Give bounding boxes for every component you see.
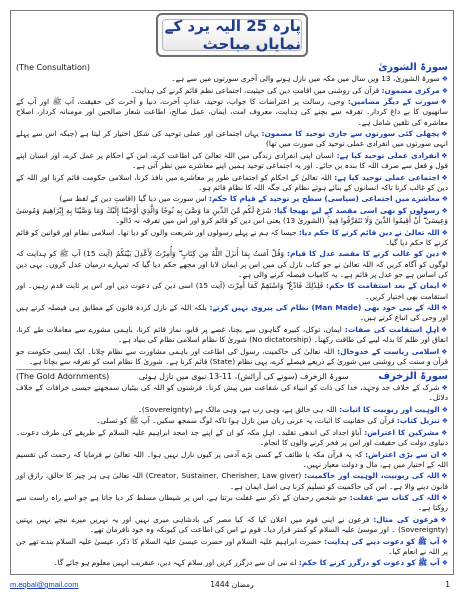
paragraph-lead: مرکزی مضمون: [381, 85, 440, 95]
paragraph [16, 471, 448, 491]
paragraph-text: حضرت ابراہیم علیہ السلام اور حضرت عیسیٰ علیہ السلام کا ذکر، عیسیٰ علیہ السلام بندے تھے جن پر اللہ نے انعام کیا۔ [16, 536, 448, 556]
bullet-icon: ❖ [441, 494, 448, 503]
paragraph-lead: فرعون کی مثال: [373, 514, 439, 524]
section-note: سورۃ الزخرف (سونے کی آرائش)، 11-13 نبوی میں نازل ہوئی [138, 371, 349, 381]
paragraph-text: اللہ ہی خالق ہے، وہی رب ہے، وہی مالک ہے (Sovereignty)۔ [137, 404, 337, 414]
paragraph [16, 515, 448, 535]
paragraph-lead: معاشرے میں اجتماعی (سیاسی) سطح پر توحید کے قیام کا حکم: [209, 194, 440, 204]
paragraph-text: بلکہ اللہ کے نازل کردہ قانون کے مطابق ہی فیصلہ کرتے ہیں اور وحی کی اتباع کرتے ہیں۔ [16, 303, 448, 323]
paragraph-lead: اللہ کی ربوبیت، الوہیت اور حاکمیت: [304, 471, 440, 481]
paragraph [16, 129, 448, 149]
paragraph-lead: اللہ تعالیٰ نے دین قائم کرنے کا حکم دیا: [298, 227, 440, 237]
paragraph-text: آباؤ اجداد کی اندھی تقلید۔ اہلِ مکہ کو ان کے اپنے جد امجد ابراہیم علیہ السلام کے طریقے کی طرف دعوت۔ دنیاوی دولت کی حقیقت اور اس پر فخر کرنے والوں کا انجام۔ [16, 427, 448, 448]
paragraph-text: جیسا کہ ہم نے پہلے رسولوں اور شریعت والوں کو دیا تھا۔ اسلامی نظام اور قوانین کو قائم کرنے کا حکم دیا گیا۔ [16, 227, 448, 247]
paragraph-text: شَرَعَ لَكُم مِّنَ الدِّينِ مَا وَصَّىٰ بِهِ نُوحًا وَالَّذِي أَوْحَيْنَا إِلَيْكَ وَمَا وَصَّيْنَا بِهِ إِبْرَاهِيمَ وَمُوسَىٰ وَعِيسَىٰ ۖ أَنْ أَقِيمُوا الدِّينَ وَلَا تَتَفَرَّقُوا فِيهِ ۚ (الشوریٰ 13) یعنی اس دین کو قائم کرو اور اس میں تفرقہ نہ ڈالو۔ [16, 205, 448, 226]
paragraph [16, 416, 448, 426]
bullet-icon: ❖ [441, 559, 448, 568]
paragraph-lead: انفرادی عملی توحید کیا ہے: [336, 150, 440, 160]
paragraph [16, 303, 448, 323]
footer [10, 578, 454, 594]
page-number: 1 [445, 580, 450, 589]
paragraph-lead: اللہ کے نبی خود بھی (Man Made) نظام کی پیروی نہیں کرتے: [209, 303, 440, 313]
bullet-icon: ❖ [441, 75, 448, 84]
paragraph [16, 383, 448, 403]
paragraph-text: اللہ تعالیٰ کے احکام کو اجتماعی طور پر معاشرے میں نافذ کرنا، اسلامی حکومت قائم کرنا اور اللہ کے دین کو غالب کرنا تاکہ انسانوں کے بنائے ہوئے نظام کی جگہ اللہ کا نظام قائم ہو۔ [16, 172, 448, 192]
bullet-icon: ❖ [441, 304, 448, 313]
sections [16, 63, 448, 569]
paragraph [16, 281, 448, 301]
paragraph-lead: ایمان کے بعد استقامت کا حکم: [326, 281, 440, 291]
paragraph-lead: تنزیل کتاب: [396, 416, 440, 426]
paragraph-lead: دین کو غالب کرنے کا مقصد عدل کا قیام: [287, 249, 440, 259]
bullet-icon: ❖ [441, 384, 448, 393]
paragraph-lead: اسلامی ریاست کے خدوخال: [337, 346, 440, 356]
bullet-icon: ❖ [441, 151, 448, 160]
paragraph [16, 206, 448, 226]
paragraph-text: کہ یہ قرآن مکہ یا طائف کے کسی بڑے آدمی پر کیوں نازل نہیں ہوا۔ اللہ تعالیٰ نے فرمایا کہ رحمت کی تقسیم اللہ کے اختیار میں ہے، مال و دولت معیار نہیں۔ [16, 449, 448, 469]
paragraph-lead: سورت کے دیگر مضامین: [347, 97, 439, 107]
paragraph [16, 450, 448, 470]
paragraph-text: (Creator, Sustainer, Cherisher, Law giver) اللہ تعالیٰ ہی ہر چیز کا خالق، رازق اور قانون دینے والا ہے۔ اس کی حاکمیت کو تسلیم کرنا ہی اصل ایمان ہے۔ [16, 471, 448, 491]
paragraph-text: قرآن کی روشنی میں اقامتِ دین کی حیثیت، اجتماعی نظم قائم کرنے کی ہدایت۔ [130, 85, 380, 95]
paragraph-lead: مشرکین کا اعتراض: [364, 427, 440, 437]
paragraph-text: شرک کے خلاف جد وجہد، خدا کی ذات کو انبیاء کی شفاعت میں پیش کرنا۔ فرشتوں کو اللہ کی بیٹیاں سمجھنے جیسی خرافات کے خلاف دلائل۔ [16, 383, 448, 403]
bullet-icon: ❖ [440, 98, 448, 107]
bullet-icon: ❖ [440, 515, 448, 524]
paragraph [16, 249, 448, 280]
paragraph-lead: الوہیت اور ربوبیت کا اثبات: [339, 404, 440, 414]
paragraph [16, 558, 448, 568]
paragraph-lead: پچھلی کئی سورتوں سے جاری توحید کا مضمون: [261, 129, 440, 139]
bullet-icon: ❖ [441, 450, 448, 459]
paragraph-lead: آپ ﷺ کو دعوت کو درگزر کرنے کا حکم: [298, 558, 440, 568]
section-title: سورۃ الزخرف [378, 370, 448, 382]
footer-email-link[interactable]: m.eqbal@gmail.com [10, 580, 79, 589]
paragraph-text: فَلِذَٰلِكَ فَادْعُ ۖ وَاسْتَقِمْ كَمَا أُمِرْتَ (آیت 15) اسی دین کی دعوت دیں اور اس پر ثابت قدم رہیں۔ اور استقامت بھی اختیار کریں۔ [16, 281, 448, 301]
paragraph-lead: اللہ کی کتاب سے غفلت: [349, 493, 440, 503]
section-english-title: (The Gold Adornments) [16, 371, 110, 381]
paragraph [16, 173, 448, 193]
paragraph-text: وحی، رسالت پر اعتراضات کا جواب، توحید، عذابِ آخرت، دنیا و آخرت کی حقیقت، آپ ﷺ اور آپ کے ساتھیوں کا بے داغ کردار۔ تفرقہ سے بچنے کی ہدایت، معروف امت، ایمان، عمل صالح، اطاعت شعار صالحین اور مومنانہ کردار، اصلاح معاشرہ کی تلقین شامل ہے۔ [16, 97, 448, 127]
section-title: سورۃ الشوریٰ [378, 62, 448, 73]
paragraph [16, 493, 448, 513]
paragraph-lead: ان سے بڑی اعتراض: [365, 449, 440, 459]
bullet-icon: ❖ [441, 282, 449, 291]
bullet-icon: ❖ [441, 228, 448, 237]
paragraph [16, 428, 448, 448]
bullet-icon: ❖ [441, 472, 448, 481]
paragraph-text: فرعون نے اپنی قوم میں اعلان کیا کہ کیا مصر کی بادشاہی میری نہیں اور یہ نہریں میرے نیچے نہیں بہتیں (Sovereignty) ۔ اور موسیٰ علیہ السلام کو کمتر قرار دیا۔ قوم نے اس کی اطاعت کی کیونکہ وہ خود نافرمان تھے۔ [16, 514, 448, 535]
bullet-icon: ❖ [441, 86, 448, 95]
bullet-icon: ❖ [441, 130, 449, 139]
paragraph [16, 151, 448, 171]
paragraph-text: جو شخص رحمان کے ذکر سے غفلت برتتا ہے، اس پر شیطان مسلط کر دیا جاتا ہے جو اسے راہ راست سے روکتا ہے۔ [16, 493, 448, 513]
bullet-icon: ❖ [441, 195, 448, 204]
paragraph-text: اللہ تعالیٰ کی حاکمیت، رسول کی اطاعت اور باہمی مشاورت سے نظام چلانا۔ ایک ایسی حکومت جو قرآن و سنت کی روشنی میں شوریٰ کے ذریعے فیصلے کرے، یہی نظام (State) قائم کرنا ہے۔ شوریٰ کا نظام امت کو تفرقہ سے بچاتا ہے۔ [16, 346, 448, 366]
paragraph-text: اس سورت میں دیا گیا (اقامتِ دین کے لفظ سے) [59, 194, 207, 204]
paragraph [16, 97, 448, 128]
footer-date: رمضان 1444 [210, 580, 254, 589]
paragraph-lead: اجتماعی عملی توحید کیا ہے: [334, 172, 440, 182]
bullet-icon: ❖ [441, 206, 448, 215]
paragraph-text: وَقُلْ آمَنتُ بِمَا أَنزَلَ اللَّهُ مِن كِتَابٍ ۖ وَأُمِرْتُ لِأَعْدِلَ بَيْنَكُمُ (آیت 15) آپ ﷺ کو ہدایت کہ لوگوں کو آگاہ کریں کہ اللہ تعالیٰ نے جو کتاب نازل کی میں اس پر ایمان لایا اور مجھے حکم دیا گیا کہ تمہارے درمیان عدل کروں۔ یہی دین کی اساس ہے جو عدل پر قائم ہے۔ یہ کامیاب فیصلہ کرنے والی ہے۔ [16, 249, 448, 279]
paragraph-text: قرآن کی حقانیت کا اثبات، یہ عربی زبان میں نازل ہوا تاکہ لوگ سمجھ سکیں۔ آپ ﷺ کو تسلی۔ [95, 416, 395, 426]
paragraph [16, 537, 448, 557]
bullet-icon: ❖ [441, 173, 448, 182]
bullet-icon: ❖ [440, 325, 448, 334]
paragraph-text: اے نبی ان سے درگزر کریں اور سلام کہہ دیں، عنقریب انہیں معلوم ہو جائے گا۔ [53, 558, 297, 568]
paragraph [16, 405, 448, 415]
title-banner-inner [162, 19, 302, 51]
paragraph-lead: رسولوں کو بھی اسی مقصد کے لیے بھیجا گیا: [273, 205, 440, 215]
section-english-title: (The Consultation) [16, 63, 91, 72]
bullet-icon: ❖ [441, 405, 448, 414]
paragraph-text: انسان اپنی انفرادی زندگی میں اللہ تعالیٰ کی اطاعت کرے، اس کے احکام پر عمل کرے، اور انسان اپنے قول و فعل سے صرف اللہ کا بندہ بن جائے۔ اور یہ اجتماعی توحید ہمیں اپنے معاشرے میں نظر آتی ہے۔ [16, 150, 448, 171]
paragraph [16, 325, 448, 345]
paragraph-lead: اہلِ استقامت کی صفات: [344, 324, 439, 334]
paragraph-text: سورۃ الشوریٰ، 13 ویں سال میں مکہ میں نازل ہونے والی آخری سورتوں میں سے ہے۔ [171, 74, 440, 84]
section-heading [16, 63, 448, 73]
paragraph [16, 194, 448, 204]
paragraph [16, 86, 448, 96]
title-banner [156, 13, 308, 57]
paragraph-lead: آپ ﷺ کو دعوت دینے کی ہدایت: [324, 536, 440, 546]
paragraph-text: ایمان، توکل، کبیرہ گناہوں سے بچنا، غصے پر قابو، نماز قائم کرنا، باہمی مشورے سے معاملات طے کرنا، انفاق اور ظلم کا بدلہ لینے کی طاقت رکھنا۔ (No dictatorship) شوریٰ کا نظام اسلامی نظام کی بنیاد ہے۔ [16, 324, 448, 345]
content-area [16, 62, 448, 570]
paragraph-text: یہاں اجتماعی اور عملی توحید کی شکل اختیار کر لیتا ہے (جبکہ اس سے پہلے انہی سورتوں میں انفرادی عملی توحید کی صورت میں تھا) [16, 129, 448, 149]
paragraph [16, 347, 448, 367]
bullet-icon: ❖ [441, 347, 448, 356]
paragraph [16, 228, 448, 248]
section-heading [16, 372, 448, 382]
bullet-icon: ❖ [441, 250, 448, 259]
bullet-icon: ❖ [441, 417, 448, 426]
paragraph [16, 74, 448, 84]
bullet-icon: ❖ [441, 428, 448, 437]
section-divider [16, 369, 448, 370]
bullet-icon: ❖ [441, 537, 449, 546]
page-title: پارہ 25 الیہ یرد کے نمایاں مباحث [164, 17, 301, 53]
